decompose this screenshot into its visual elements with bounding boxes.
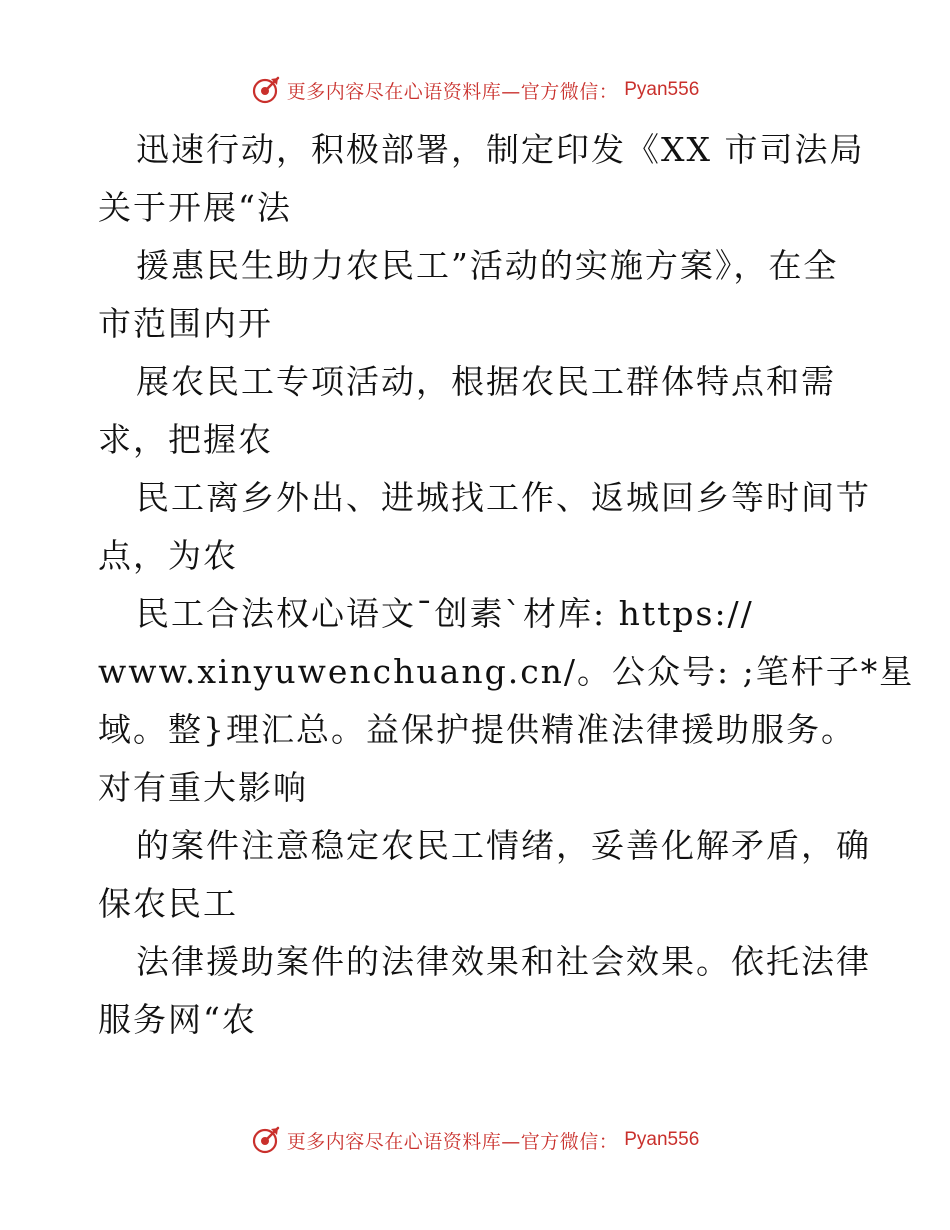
body-line: 点，为农 — [98, 536, 238, 575]
body-line: 法律援助案件的法律效果和社会效果。依托法律 — [136, 942, 871, 981]
quill-logo-icon — [251, 75, 281, 105]
quill-logo-icon — [251, 1125, 281, 1155]
body-line: 民工离乡外出、进城找工作、返城回乡等时间节 — [136, 478, 871, 517]
body-line: 民工合法权心语文¯创素`材库: https:// — [136, 594, 754, 633]
header-banner-id: Pyan556 — [624, 79, 700, 100]
document-body — [98, 121, 915, 1049]
body-line: www.xinyuwenchuang.cn/。公众号: ;笔杆子*星 — [98, 652, 915, 691]
body-line: 域。整}理汇总。益保护提供精准法律援助服务。 — [98, 710, 856, 749]
body-line: 保农民工 — [98, 884, 238, 923]
body-line: 的案件注意稳定农民工情绪，妥善化解矛盾，确 — [136, 826, 871, 865]
body-line: 展农民工专项活动，根据农民工群体特点和需 — [136, 362, 836, 401]
header-banner-text: 更多内容尽在心语资料库—官方微信： — [286, 80, 619, 103]
footer-banner-id: Pyan556 — [624, 1129, 700, 1150]
body-line: 市范围内开 — [98, 304, 273, 343]
footer-watermark-banner — [0, 1120, 950, 1160]
footer-banner-text: 更多内容尽在心语资料库—官方微信： — [286, 1130, 619, 1153]
body-line: 对有重大影响 — [98, 768, 308, 807]
body-line: 服务网“农 — [98, 1000, 257, 1039]
body-line: 求，把握农 — [98, 420, 273, 459]
header-watermark-banner — [0, 70, 950, 110]
body-line: 援惠民生助力农民工”活动的实施方案》，在全 — [136, 246, 839, 285]
body-line: 关于开展“法 — [98, 188, 292, 227]
body-line: 迅速行动，积极部署，制定印发《XX 市司法局 — [136, 130, 865, 169]
